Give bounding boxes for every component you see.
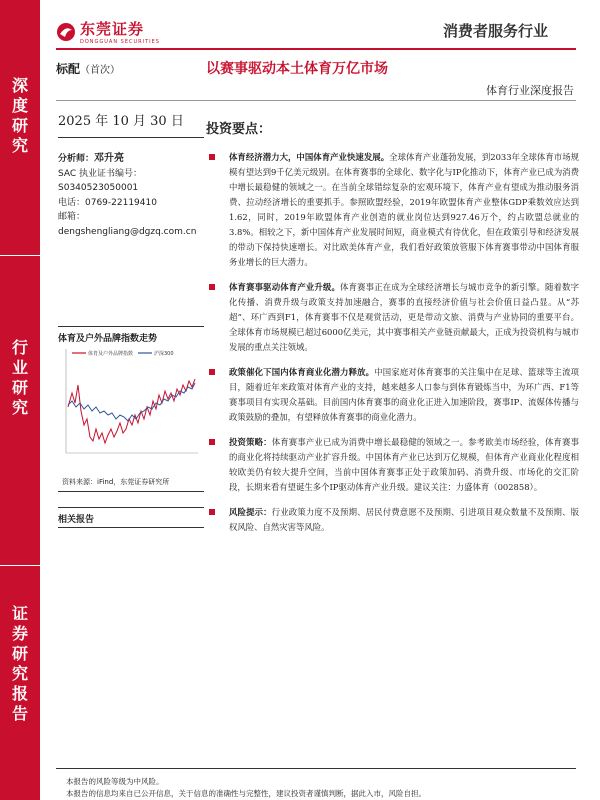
title-rule [56, 100, 576, 101]
series-hs300 [68, 383, 195, 421]
key-point [207, 505, 579, 535]
key-point-text: 行业政策力度不及预期、居民付费意愿不及预期、引进项目观众数量不及预期、版权风险、自然灾害等风险。 [229, 507, 579, 532]
bullet-square-icon [209, 439, 215, 445]
sidebar-label-middle [0, 338, 40, 418]
key-points-list [207, 150, 579, 545]
analyst-info [58, 152, 208, 239]
report-title: 以赛事驱动本土体育万亿市场 [206, 61, 388, 77]
key-points-title: 投资要点： [206, 122, 272, 137]
bullet-square-icon [209, 369, 215, 375]
key-point-lead: 体育经济潜力大，中国体育产业快速发展。 [229, 152, 390, 162]
related-bottom-rule [58, 527, 204, 528]
sidebar-label-bottom [0, 604, 40, 724]
cert-number: S0340523050001 [58, 183, 139, 193]
sidebar [0, 0, 40, 800]
analyst-email[interactable]: dengshengliang@dgzq.com.cn [58, 226, 197, 237]
header-rule [56, 48, 576, 50]
key-point-text: 全球体育产业蓬勃发展，到2033年全球体育市场规模有望达到9千亿美元级别。在体育赛事的全球化、数字化与IP化推动下，体育产业已成为消费中增长最稳健的领域之一。在当前全球错综复杂的宏观环境下，体育产业有望成为推动服务消费、拉动经济增长的重要抓手。参照欧盟经验，2019年欧盟体育产业整体GDP乘数效应达到1.62，同时，2019年欧盟体育产业创造的就业岗位达到927.46万个，约占欧盟总就业的3.8%。相较之下，新中国体育产业发展时间短，商业模式有待优化，但在政策引导和经济发展的带动下保持快速增长。对比欧美体育产业，我们看好政策放管服下体育赛事带动中国体育服务业增长的巨大潜力。 [229, 152, 580, 267]
rating-value: 标配 [56, 62, 81, 76]
analyst-label: 分析师： [58, 154, 95, 164]
analyst-phone: 电话：0769-22119410 [58, 197, 157, 208]
key-point [207, 280, 579, 355]
key-point [207, 365, 579, 425]
legend-label-2: 沪深300 [154, 351, 174, 357]
cert-label: SAC 执业证书编号： [58, 168, 143, 179]
related-reports-label: 相关报告 [58, 515, 95, 525]
key-point-lead: 体育赛事驱动体育产业升级。 [229, 282, 341, 292]
key-point [207, 435, 579, 495]
footer-disclaimer: 本报告的信息均来自已公开信息，关于信息的准确性与完整性，建议投资者谨慎判断，据此入市，风险自担。 [66, 789, 426, 798]
related-top-rule [58, 507, 204, 508]
bullet-square-icon [209, 154, 215, 160]
sidebar-label-top [0, 76, 40, 156]
chart-svg [58, 345, 204, 471]
index-chart [58, 345, 204, 471]
key-point-text: 中国家庭对体育赛事的关注集中在足球、篮球等主流项目，随着近年来政策对体育产业的支持，越来越多人口参与到体育锻炼当中，为环广西、F1等赛事项目有实现众基础。目前国内体育赛事的商业化正进入加速阶段，赛事IP、流媒体传播与政策鼓励的叠加，有望释放体育赛事的商业化潜力。 [229, 367, 580, 422]
sidebar-top-text: 深度研究 [11, 76, 28, 155]
key-point-text: 体育赛事正在成为全球经济增长与城市竞争的新引擎。随着数字化传播、消费升级与政策支持加速融合，赛事的直接经济价值与社会价值日益凸显。从“苏超”、环广西到F1，体育赛事不仅是观赏活动，更是带动文旅、消费与产业协同的重要平台。全球体育市场规模已超过6000亿美元，其中赛事相关产业链贡献最大，正成为投资机构与城市发展的重点关注领域。 [229, 282, 580, 352]
chart-title: 体育及户外品牌指数走势 [58, 334, 158, 344]
logo-text [80, 18, 160, 45]
legend-label-1: 体育及户外品牌指数 [88, 351, 134, 357]
chart-source: 资料来源：iFind，东莞证券研究所 [62, 478, 170, 486]
key-point-lead: 投资策略： [229, 437, 272, 447]
bullet-square-icon [209, 509, 215, 515]
sidebar-middle-text: 行业研究 [11, 338, 28, 417]
footer-risk-level: 本报告的风险等级为中风险。 [66, 777, 164, 786]
chart-bottom-rule [58, 491, 204, 492]
logo-en: DONGGUAN SECURITIES [80, 39, 160, 45]
chart-top-rule [58, 326, 204, 327]
rating [56, 60, 120, 77]
logo-cn: 东莞证券 [80, 20, 145, 38]
rating-note: （首次） [80, 65, 121, 76]
key-point-lead: 风险提示： [229, 507, 272, 517]
key-point-lead: 政策催化下国内体育商业化潜力释放。 [229, 367, 375, 377]
series-brand-index [68, 379, 195, 443]
bullet-square-icon [209, 284, 215, 290]
industry-name: 消费者服务行业 [442, 22, 548, 40]
analyst-name: 邓升亮 [94, 153, 125, 164]
sidebar-divider [0, 255, 40, 256]
key-point [207, 150, 579, 270]
footer [66, 776, 426, 800]
logo-mark-icon [56, 22, 76, 42]
company-logo [56, 18, 160, 45]
sidebar-bottom-text: 证券研究报告 [11, 604, 28, 723]
date-rule [58, 137, 204, 138]
email-label: 邮箱： [58, 212, 86, 222]
sidebar-divider [0, 565, 40, 566]
report-date: 2025 年 10 月 30 日 [58, 114, 184, 129]
footer-rule [56, 768, 576, 769]
key-point-text: 体育赛事产业已成为消费中增长最稳健的领域之一。参考欧美市场经验，体育赛事的商业化将持续驱动产业扩容升级。中国体育产业已达到万亿规模，但体育产业商业化程度相较欧美仍有较大提升空间，当前中国体育赛事正处于政策加码、消费升级、市场化的交汇阶段，长期来看有望诞生多个IP驱动体育产业升级。建议关注：力盛体育（002858）。 [229, 437, 579, 492]
report-type: 体育行业深度报告 [486, 84, 574, 97]
